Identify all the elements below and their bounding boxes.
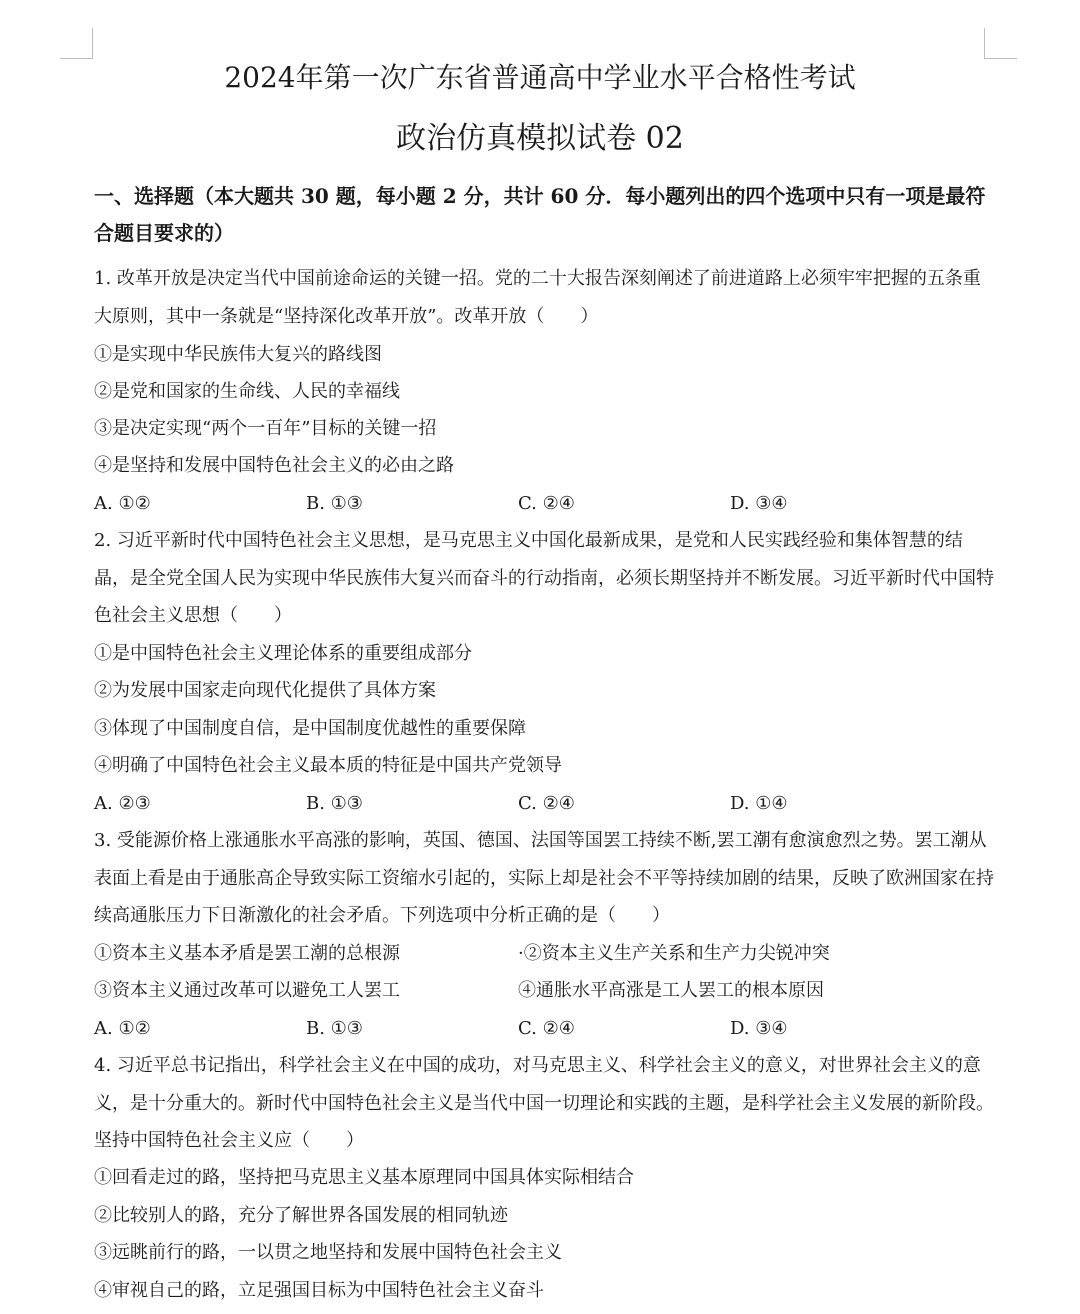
question-2-option-c: C. ②④ (518, 793, 575, 814)
question-2-item-4: ④明确了中国特色社会主义最本质的特征是中国共产党领导 (94, 755, 562, 776)
exam-subtitle: 政治仿真模拟试卷 02 (396, 121, 684, 156)
question-2-item-1: ①是中国特色社会主义理论体系的重要组成部分 (94, 643, 472, 664)
question-4-item-4: ④审视自己的路，立足强国目标为中国特色社会主义奋斗 (94, 1280, 544, 1301)
question-3-option-b: B. ①③ (306, 1018, 363, 1039)
question-1-item-3: ③是决定实现“两个一百年”目标的关键一招 (94, 418, 437, 439)
question-1-stem: 1. 改革开放是决定当代中国前途命运的关键一招。党的二十大报告深刻阐述了前进道路上必须牢牢把握的五条重大原则，其中一条就是“坚持深化改革开放”。改革开放（ ） (94, 268, 981, 327)
section-heading: 一、选择题（本大题共 30 题，每小题 2 分，共计 60 分．每小题列出的四个选项中只有一项是最符合题目要求的） (94, 184, 986, 245)
question-3-option-c: C. ②④ (518, 1018, 575, 1039)
question-1-item-4: ④是坚持和发展中国特色社会主义的必由之路 (94, 455, 454, 476)
question-2-option-b: B. ①③ (306, 793, 363, 814)
question-1-option-d: D. ③④ (730, 493, 788, 514)
crop-mark-top-right (984, 28, 1017, 59)
question-1-item-2: ②是党和国家的生命线、人民的幸福线 (94, 381, 400, 402)
question-3-item-1: ①资本主义基本矛盾是罢工潮的总根源 (94, 943, 400, 964)
question-4-stem: 4. 习近平总书记指出，科学社会主义在中国的成功，对马克思主义、科学社会主义的意义，对世界社会主义的意义，是十分重大的。新时代中国特色社会主义是当代中国一切理论和实践的主题，是科学社会主义发展的新阶段。坚持中国特色社会主义应（ ） (94, 1055, 994, 1151)
question-3-item-2: ·②资本主义生产关系和生产力尖锐冲突 (518, 943, 830, 964)
question-3-stem: 3. 受能源价格上涨通胀水平高涨的影响，英国、德国、法国等国罢工持续不断,罢工潮有愈演愈烈之势。罢工潮从表面上看是由于通胀高企导致实际工资缩水引起的，实际上却是社会不平等持续加剧的结果，反映了欧洲国家在持续高通胀压力下日渐激化的社会矛盾。下列选项中分析正确的是（ ） (94, 830, 994, 926)
exam-title: 2024年第一次广东省普通高中学业水平合格性考试 (224, 61, 856, 94)
question-3-option-a: A. ①② (94, 1018, 151, 1039)
question-2-item-2: ②为发展中国家走向现代化提供了具体方案 (94, 680, 436, 701)
question-3-option-d: D. ③④ (730, 1018, 788, 1039)
question-1-item-1: ①是实现中华民族伟大复兴的路线图 (94, 344, 382, 365)
question-2-option-d: D. ①④ (730, 793, 788, 814)
question-4-item-3: ③远眺前行的路，一以贯之地坚持和发展中国特色社会主义 (94, 1242, 562, 1263)
question-2-stem: 2. 习近平新时代中国特色社会主义思想，是马克思主义中国化最新成果，是党和人民实践经验和集体智慧的结晶，是全党全国人民为实现中华民族伟大复兴而奋斗的行动指南，必须长期坚持并不断发展。习近平新时代中国特色社会主义思想（ ） (94, 530, 994, 626)
question-1-option-b: B. ①③ (306, 493, 363, 514)
question-2-item-3: ③体现了中国制度自信，是中国制度优越性的重要保障 (94, 718, 526, 739)
question-1-option-c: C. ②④ (518, 493, 575, 514)
question-2-option-a: A. ②③ (94, 793, 151, 814)
question-3-item-3: ③资本主义通过改革可以避免工人罢工 (94, 980, 400, 1001)
question-4-item-2: ②比较别人的路，充分了解世界各国发展的相同轨迹 (94, 1205, 508, 1226)
question-3-item-4: ④通胀水平高涨是工人罢工的根本原因 (518, 980, 824, 1001)
question-4-item-1: ①回看走过的路，坚持把马克思主义基本原理同中国具体实际相结合 (94, 1167, 634, 1188)
question-1-option-a: A. ①② (94, 493, 151, 514)
crop-mark-top-left (60, 28, 93, 59)
